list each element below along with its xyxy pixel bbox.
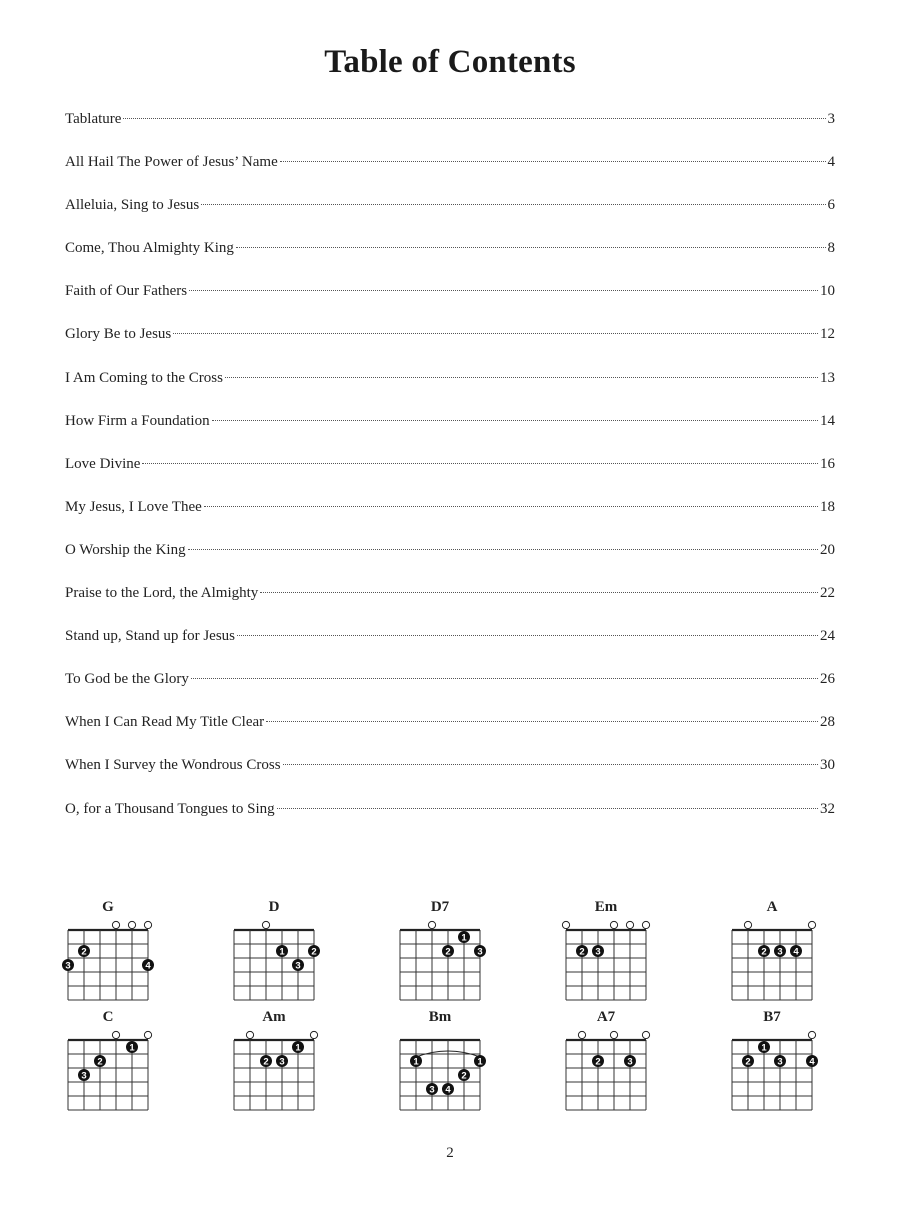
open-string-marker <box>808 921 815 928</box>
toc-entry-page: 32 <box>820 800 835 817</box>
toc-entry-title: To God be the Glory <box>65 671 189 688</box>
toc-entry-page: 10 <box>820 283 835 300</box>
page-title: Table of Contents <box>324 44 576 80</box>
finger-number: 4 <box>445 1084 451 1096</box>
open-string-marker <box>246 1031 253 1038</box>
chord-name: A <box>766 899 778 915</box>
open-string-marker <box>128 921 135 928</box>
finger-number: 1 <box>761 1042 767 1054</box>
chord-diagram <box>390 1026 490 1122</box>
finger-number: 2 <box>81 946 87 958</box>
open-string-marker <box>144 921 151 928</box>
toc-entry-title: Glory Be to Jesus <box>65 326 172 343</box>
toc-entry-title: My Jesus, I Love Thee <box>65 498 202 515</box>
finger-number: 2 <box>461 1070 467 1082</box>
finger-number: 4 <box>145 960 151 972</box>
toc-entry-title: Alleluia, Sing to Jesus <box>65 197 200 214</box>
toc-entry-page: 14 <box>820 412 835 429</box>
finger-number: 3 <box>81 1070 87 1082</box>
finger-number: 3 <box>279 1056 285 1068</box>
finger-number: 2 <box>595 1056 601 1068</box>
open-string-marker <box>642 1031 649 1038</box>
open-string-marker <box>112 921 119 928</box>
toc-entry-page: 12 <box>820 326 835 343</box>
toc-entry-page: 26 <box>820 671 835 688</box>
toc-entry-page: 20 <box>820 541 835 558</box>
finger-number: 3 <box>65 960 71 972</box>
open-string-marker <box>310 1031 317 1038</box>
finger-number: 3 <box>295 960 301 972</box>
toc-entry-title: Love Divine <box>65 455 141 472</box>
toc-entry-title: Tablature <box>65 111 122 127</box>
finger-number: 3 <box>429 1084 435 1096</box>
chord-name: G <box>102 899 114 915</box>
finger-number: 2 <box>579 946 585 958</box>
finger-number: 2 <box>445 946 451 958</box>
chord-diagram <box>722 1026 822 1122</box>
open-string-marker <box>610 921 617 928</box>
open-string-marker <box>428 921 435 928</box>
finger-number: 3 <box>595 946 601 958</box>
toc-entry-page: 28 <box>820 714 835 731</box>
chord-name: C <box>102 1009 114 1025</box>
toc-entry-title: Come, Thou Almighty King <box>65 240 234 257</box>
open-string-marker <box>144 1031 151 1038</box>
finger-number: 2 <box>311 946 317 958</box>
finger-number: 3 <box>627 1056 633 1068</box>
finger-number: 1 <box>279 946 285 958</box>
open-string-marker <box>626 921 633 928</box>
chord-name: A7 <box>596 1009 616 1025</box>
toc-entry-title: Faith of Our Fathers <box>65 283 188 300</box>
open-string-marker <box>610 1031 617 1038</box>
toc-entry-page: 13 <box>820 369 835 386</box>
finger-number: 1 <box>413 1056 419 1068</box>
chord-diagram <box>224 916 324 1012</box>
finger-number: 2 <box>745 1056 751 1068</box>
toc-entry-page: 18 <box>820 498 835 515</box>
chord-name: Em <box>594 899 618 915</box>
chord-name: D7 <box>430 899 450 915</box>
finger-number: 1 <box>129 1042 135 1054</box>
toc-entry-title: O Worship the King <box>65 541 186 558</box>
chord-diagram <box>58 916 158 1012</box>
toc-entry-page: 3 <box>827 111 835 127</box>
chord-name: Am <box>262 1009 286 1025</box>
finger-number: 3 <box>777 1056 783 1068</box>
chord-diagram <box>390 916 490 1012</box>
chord-diagram <box>556 916 656 1012</box>
toc-entry-page: 4 <box>827 154 835 171</box>
open-string-marker <box>578 1031 585 1038</box>
finger-number: 2 <box>263 1056 269 1068</box>
finger-number: 4 <box>793 946 799 958</box>
toc-entry-title: Praise to the Lord, the Almighty <box>65 585 259 602</box>
open-string-marker <box>642 921 649 928</box>
chord-diagram <box>722 916 822 1012</box>
chord-diagram <box>224 1026 324 1122</box>
open-string-marker <box>112 1031 119 1038</box>
toc-entry-title: How Firm a Foundation <box>65 412 210 429</box>
chord-diagram <box>556 1026 656 1122</box>
finger-number: 2 <box>97 1056 103 1068</box>
open-string-marker <box>808 1031 815 1038</box>
toc-entry-title: When I Can Read My Title Clear <box>65 714 265 731</box>
finger-number: 1 <box>477 1056 483 1068</box>
open-string-marker <box>262 921 269 928</box>
open-string-marker <box>562 921 569 928</box>
toc-entry-page: 22 <box>820 585 835 602</box>
toc-entry-page: 30 <box>820 757 835 774</box>
chord-name: B7 <box>763 1009 781 1025</box>
finger-number: 1 <box>295 1042 301 1054</box>
page-number: 2 <box>446 1145 454 1161</box>
open-string-marker <box>744 921 751 928</box>
finger-number: 4 <box>809 1056 815 1068</box>
toc-entry-page: 6 <box>827 197 835 214</box>
finger-number: 2 <box>761 946 767 958</box>
finger-number: 3 <box>777 946 783 958</box>
toc-entry-page: 8 <box>827 240 835 257</box>
toc-entry-title: All Hail The Power of Jesus’ Name <box>65 154 278 171</box>
chord-name: D <box>268 899 280 915</box>
toc-entry-title: When I Survey the Wondrous Cross <box>65 757 281 774</box>
chord-name: Bm <box>428 1009 452 1025</box>
toc-entry-page: 24 <box>820 628 835 645</box>
toc-entry-title: Stand up, Stand up for Jesus <box>65 628 235 645</box>
toc-entry-page: 16 <box>820 455 835 472</box>
toc-entry-title: O, for a Thousand Tongues to Sing <box>65 800 275 817</box>
toc-entry-title: I Am Coming to the Cross <box>65 369 223 386</box>
finger-number: 1 <box>461 932 467 944</box>
finger-number: 3 <box>477 946 483 958</box>
chord-diagram <box>58 1026 158 1122</box>
